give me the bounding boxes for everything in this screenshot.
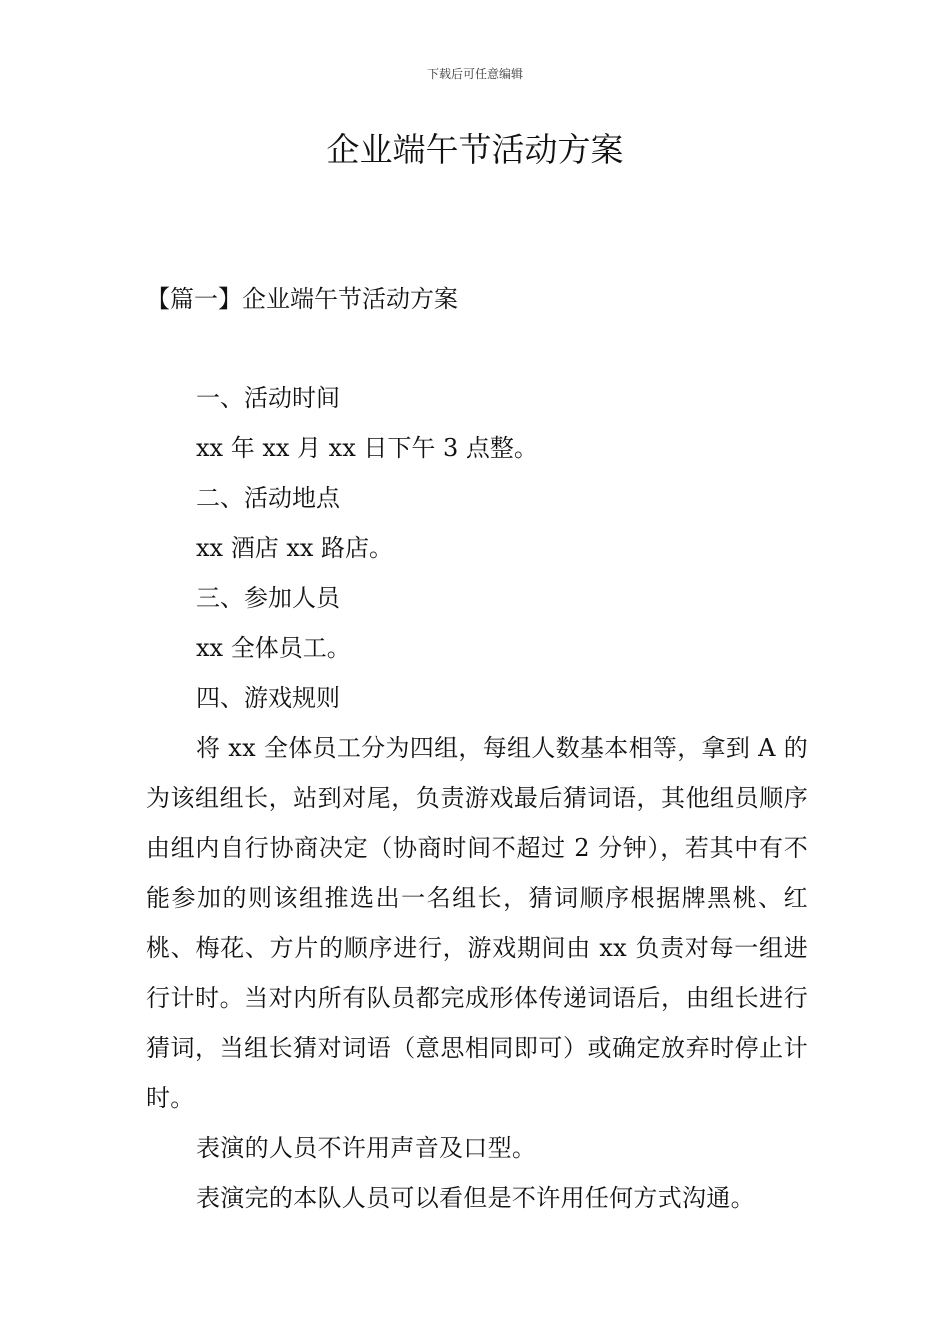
text-activity-location: xx 酒店 xx 路店。 [196,534,394,562]
section-heading: 【篇一】企业端午节活动方案 [146,285,458,313]
heading-activity-time: 一、活动时间 [196,384,340,412]
document-title: 企业端午节活动方案 [326,130,624,169]
paragraph-rule-no-voice: 表演的人员不许用声音及口型。 [196,1134,537,1162]
paragraph-game-rules: 将 xx 全体员工分为四组，每组人数基本相等，拿到 A 的为该组组长，站到对尾，负责游戏最后猜词语，其他组员顺序由组内自行协商决定（协商时间不超过 2 分钟），若其中有不能参加的则该组推选出一名组长，猜词顺序根据牌黑桃、红桃、梅花、方片的顺序进行，游戏期间由 xx 负责对每一组进行计时。当对内所有队员都完成形体传递词语后，由组长进行猜词，当组长猜对词语（意思相同即可）或确定放弃时停止计时。 [146,734,808,1112]
heading-game-rules: 四、游戏规则 [196,684,340,712]
heading-activity-location: 二、活动地点 [196,484,340,512]
header-note: 下载后可任意编辑 [426,67,523,81]
text-activity-time: xx 年 xx 月 xx 日下午 3 点整。 [196,434,538,462]
heading-participants: 三、参加人员 [196,584,340,612]
document-body [146,373,808,1223]
text-participants: xx 全体员工。 [196,634,351,662]
paragraph-rule-no-communication: 表演完的本队人员可以看但是不许用任何方式沟通。 [196,1184,755,1212]
